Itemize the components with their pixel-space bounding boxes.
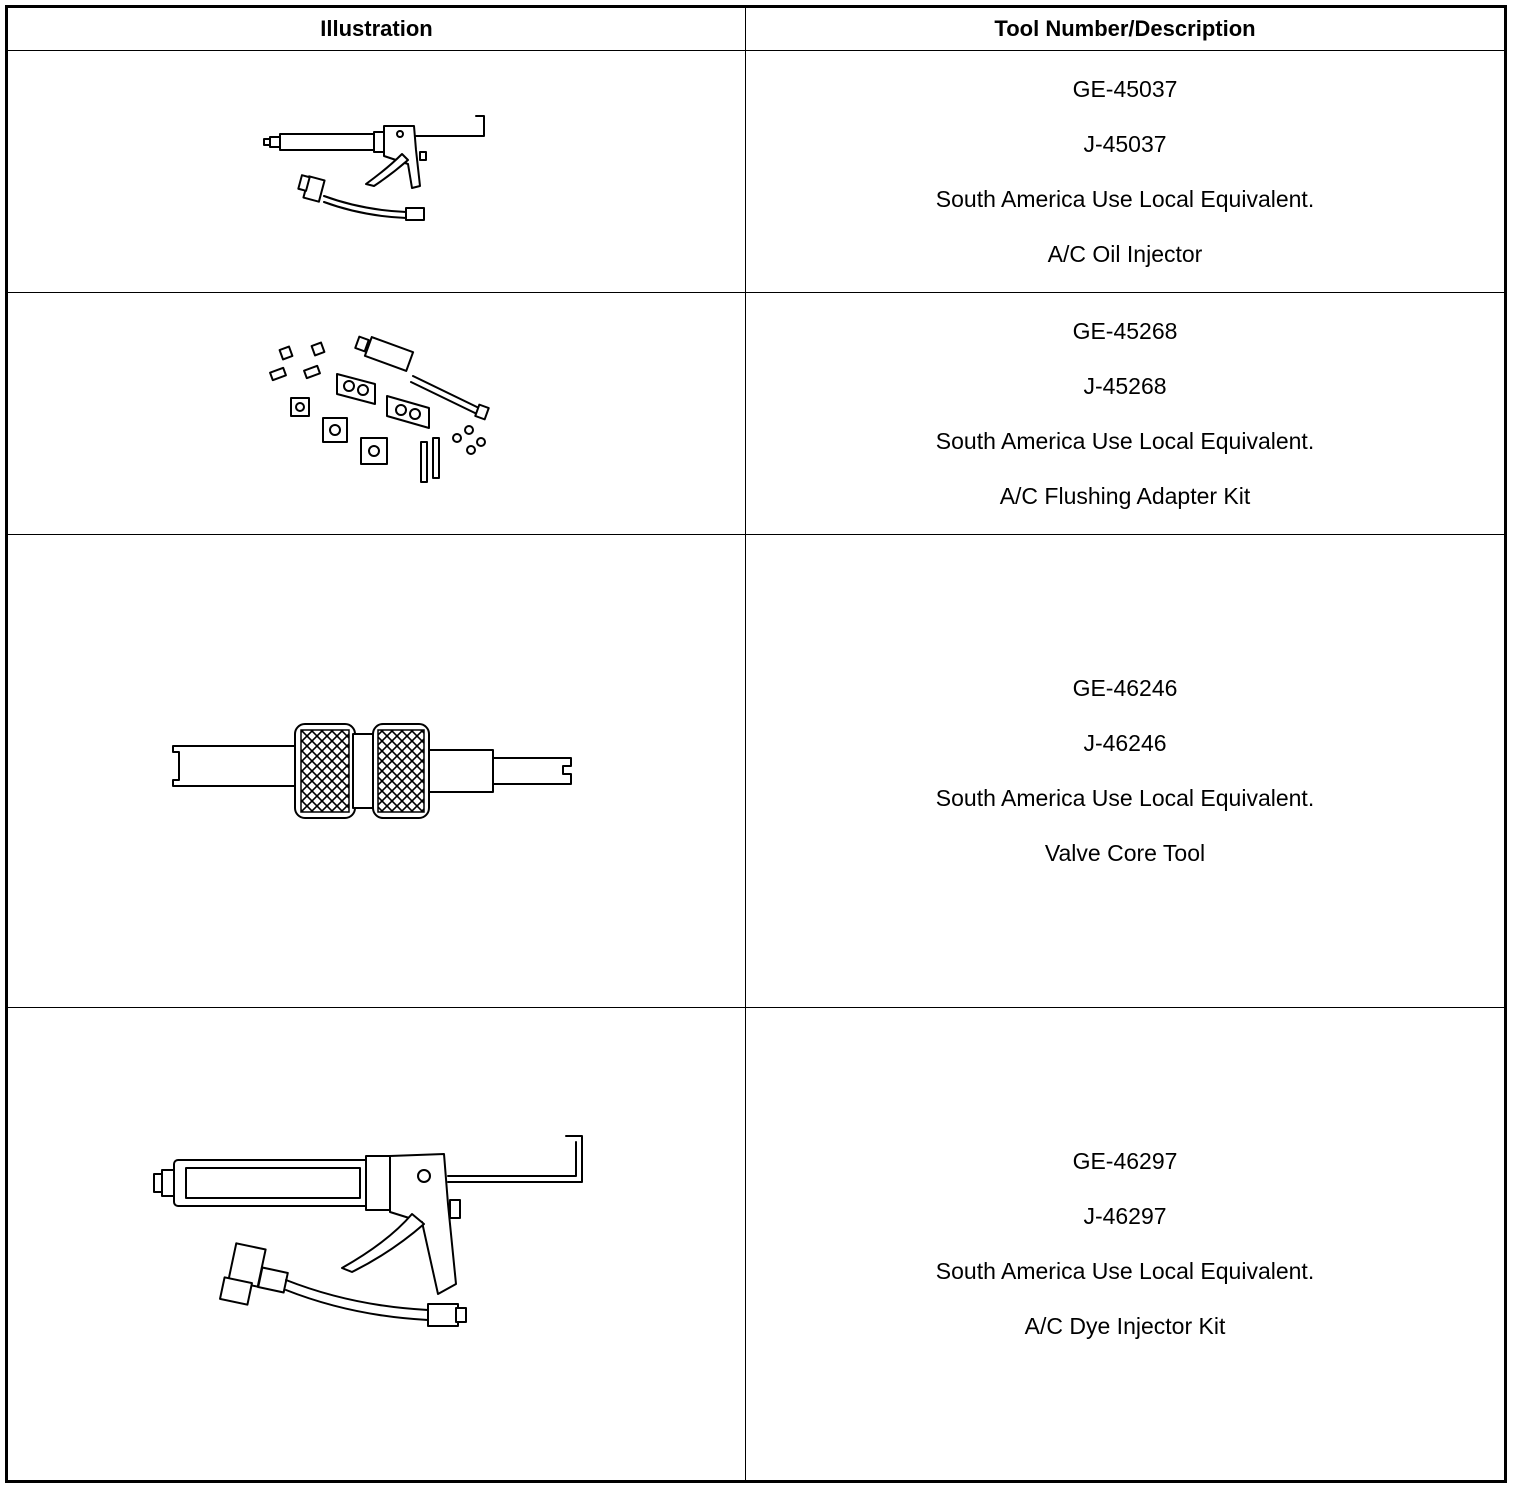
illustration-cell [7, 1008, 746, 1482]
oil-injector-illustration [262, 112, 492, 232]
j-tool-number: J-45037 [1083, 130, 1167, 157]
ge-tool-number: GE-45037 [1072, 75, 1178, 102]
table-row [7, 535, 1506, 1008]
illustration-column-header: Illustration [7, 7, 746, 51]
description-cell [746, 1008, 1506, 1482]
special-tools-table [5, 5, 1507, 1483]
ge-tool-number: GE-46246 [1072, 675, 1178, 701]
flushing-adapter-kit-illustration [257, 334, 497, 494]
ge-tool-number: GE-46297 [1072, 1148, 1178, 1174]
table-row [7, 293, 1506, 535]
valve-core-tool-illustration [167, 716, 587, 826]
tool-name: A/C Oil Injector [1047, 240, 1203, 267]
region-note: South America Use Local Equivalent. [935, 1258, 1315, 1284]
tool-name: A/C Dye Injector Kit [1024, 1313, 1226, 1339]
table-row [7, 51, 1506, 293]
description-column-header: Tool Number/Description [746, 7, 1506, 51]
j-tool-number: J-46297 [1083, 1203, 1167, 1229]
description-cell [746, 51, 1506, 293]
illustration-cell [7, 51, 746, 293]
tool-name: Valve Core Tool [1044, 840, 1206, 866]
illustration-cell [7, 293, 746, 535]
description-cell [746, 535, 1506, 1008]
table-row [7, 1008, 1506, 1482]
dye-injector-kit-illustration [152, 1134, 602, 1354]
description-cell [746, 293, 1506, 535]
illustration-cell [7, 535, 746, 1008]
region-note: South America Use Local Equivalent. [935, 185, 1315, 212]
tool-name: A/C Flushing Adapter Kit [999, 482, 1251, 509]
table-header-row [7, 7, 1506, 51]
region-note: South America Use Local Equivalent. [935, 427, 1315, 454]
ge-tool-number: GE-45268 [1072, 317, 1178, 344]
j-tool-number: J-46246 [1083, 730, 1167, 756]
region-note: South America Use Local Equivalent. [935, 785, 1315, 811]
j-tool-number: J-45268 [1083, 372, 1167, 399]
